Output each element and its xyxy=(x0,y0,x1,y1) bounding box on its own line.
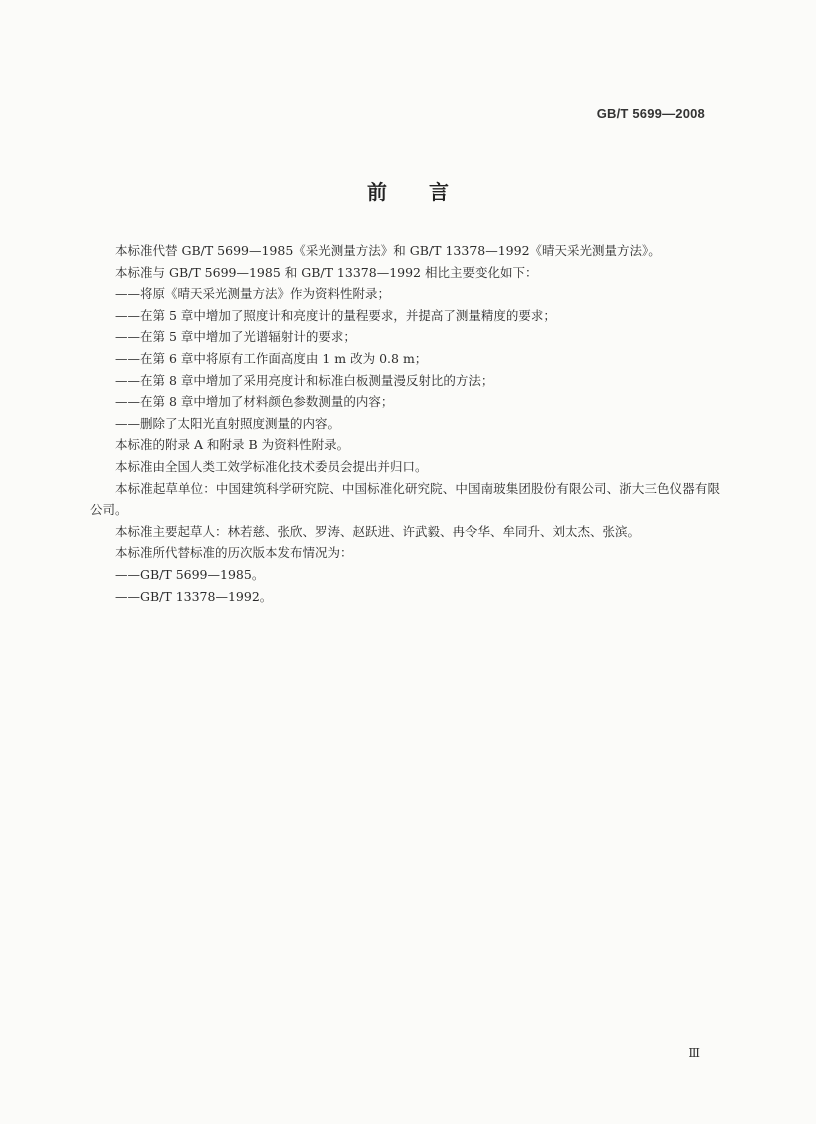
list-item: ——在第 8 章中增加了材料颜色参数测量的内容； xyxy=(115,394,394,410)
list-item: ——在第 5 章中增加了照度计和亮度计的量程要求，并提高了测量精度的要求； xyxy=(115,307,556,323)
list-item: ——GB/T 5699—1985。 xyxy=(115,566,265,582)
list-item: ——在第 8 章中增加了采用亮度计和标准白板测量漫反射比的方法； xyxy=(115,372,494,388)
paragraph: 本标准与 GB/T 5699—1985 和 GB/T 13378—1992 相比主要变化如下： xyxy=(115,264,538,280)
paragraph: 本标准代替 GB/T 5699—1985《采光测量方法》和 GB/T 13378—1992《晴天采光测量方法》。 xyxy=(115,243,661,258)
list-item: ——GB/T 13378—1992。 xyxy=(115,588,273,604)
page-title: 前言 xyxy=(367,180,491,204)
page-number: Ⅲ xyxy=(688,1046,700,1060)
paragraph: 本标准由全国人类工效学标准化技术委员会提出并归口。 xyxy=(115,458,428,474)
paragraph: 本标准的附录 A 和附录 B 为资料性附录。 xyxy=(115,437,350,453)
document-body xyxy=(90,240,720,607)
list-item: ——在第 5 章中增加了光谱辐射计的要求； xyxy=(115,329,356,345)
standard-code: GB/T 5699—2008 xyxy=(596,106,705,121)
list-item: ——将原《晴天采光测量方法》作为资料性附录； xyxy=(115,286,391,302)
list-item: ——删除了太阳光直射照度测量的内容。 xyxy=(115,415,341,431)
paragraph: 本标准起草单位：中国建筑科学研究院、中国标准化研究院、中国南玻集团股份有限公司、浙大三色仪器有限公司。 xyxy=(90,480,720,518)
paragraph: 本标准主要起草人：林若慈、张欣、罗涛、赵跃进、许武毅、冉令华、牟同升、刘太杰、张滨。 xyxy=(115,523,641,539)
list-item: ——在第 6 章中将原有工作面高度由 1 m 改为 0.8 m； xyxy=(115,350,428,366)
paragraph: 本标准所代替标准的历次版本发布情况为： xyxy=(115,545,353,561)
